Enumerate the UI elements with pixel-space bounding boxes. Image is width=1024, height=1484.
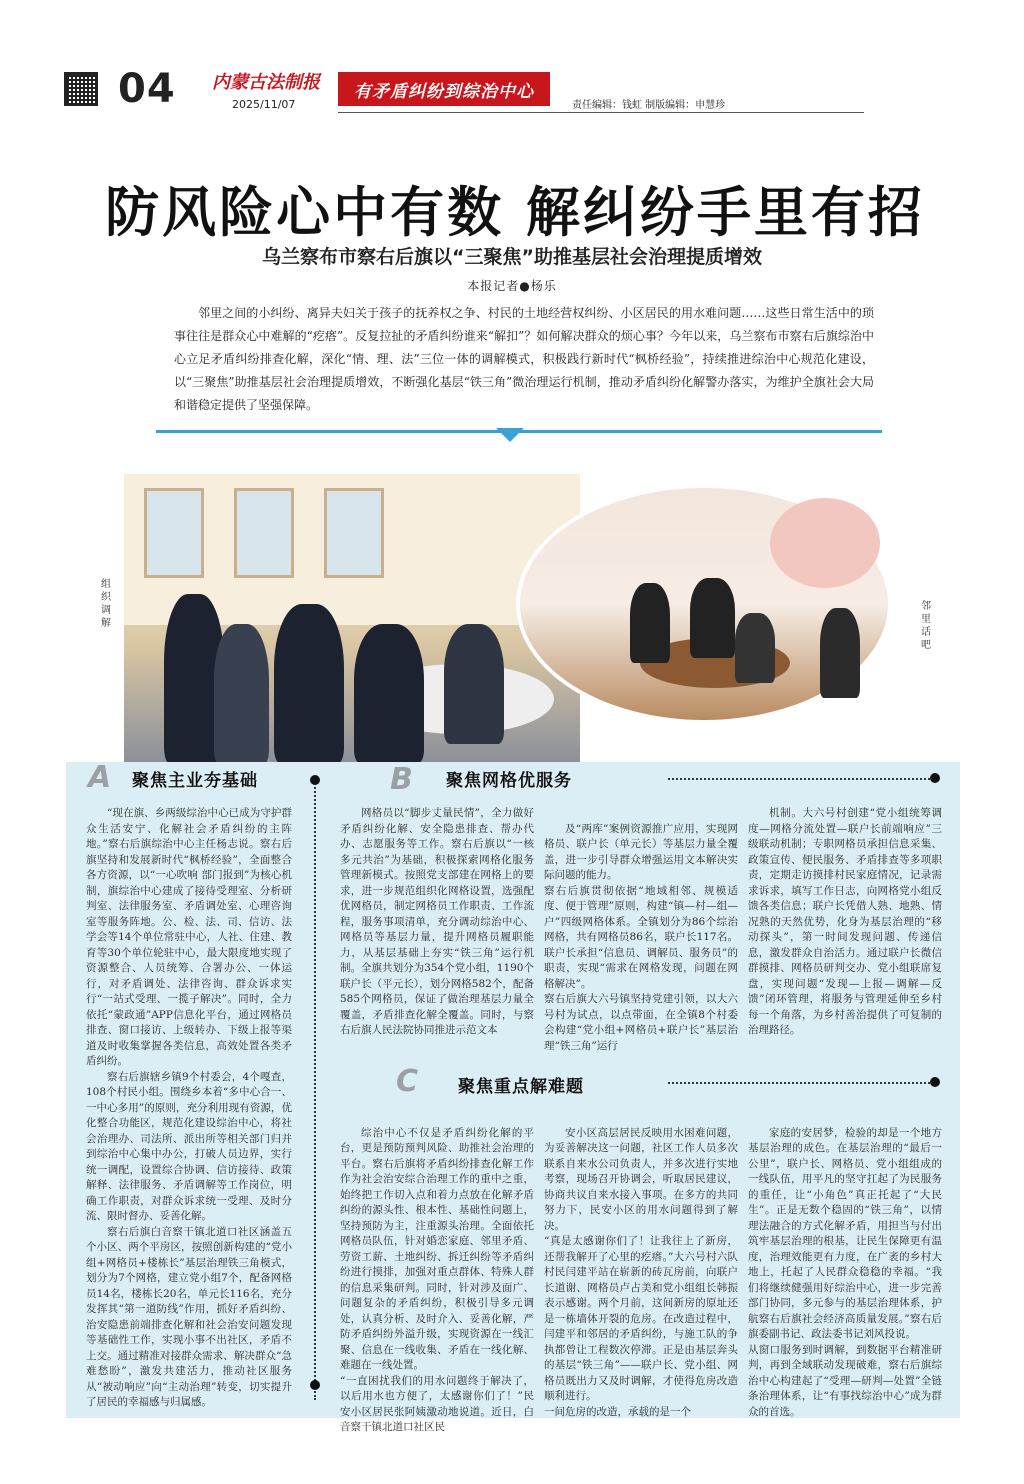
section-b-letter: B xyxy=(390,762,413,797)
section-c-letter: C xyxy=(396,1064,419,1099)
photo-person xyxy=(820,608,860,698)
photo-person xyxy=(444,624,504,744)
section-c-dotted-rule xyxy=(668,1082,934,1084)
photo-mediation xyxy=(124,474,580,764)
photo-caption-left: 组织调解 xyxy=(101,579,111,629)
section-a-letter: A xyxy=(88,760,112,795)
section-b-title: 聚焦网格优服务 xyxy=(446,771,572,791)
section-c-col3 xyxy=(748,1110,942,1418)
publication-date: 2025/11/07 xyxy=(232,98,296,111)
section-a-title: 聚焦主业夯基础 xyxy=(132,771,258,791)
subheadline: 乌兰察布市察右后旗以“三聚焦”助推基层社会治理提质增效 xyxy=(262,246,762,268)
photo-caption-right: 邻里话吧 xyxy=(921,601,931,651)
photo-person xyxy=(690,578,735,658)
paragraph: 家庭的安居梦，检验的却是一个地方基层治理的成色。在基层治理的“最后一公里”，联户长、网格员、党小组组成的一线队伍，用平凡的坚守扛起了为民服务的重任，让“小角色”真正托起了“大民生”。正是无数个稳固的“铁三角”，以情理法融合的方式化解矛盾，用担当与付出筑牢基层治理的根基，让民生保障更有温度，治理效能更有力度，在广袤的乡村大地上，托起了人民群众稳稳的幸福。“我们将继续健强用好综治中心，进一步完善部门协同，多元参与的基层治理体系，护航察右后旗社会经济高质量发展。”察右后旗委副书记、政法委书记刘风投说。 从窗口服务到时调解，到数据平台精准研判，再到全域联动发现破难，察右后旗综治中心构建起了“受理—研判—处置”全链条治理体系，让“有事找综治中心”成为群众的首选。 xyxy=(748,1126,942,1418)
page-number: 04 xyxy=(118,66,176,112)
section-c-col1 xyxy=(340,1110,534,1433)
photo-window xyxy=(234,488,294,578)
lead-paragraph: 邻里之间的小纠纷、离异夫妇关于孩子的抚养权之争、村民的土地经营权纠纷、小区居民的用水难问题……这些日常生活中的琐事往往是群众心中难解的“疙瘩”。反复拉扯的矛盾纠纷谁来“解扣”？如何解决群众的烦心事？今年以来，乌兰察布市察右后旗综治中心立足矛盾纠纷排查化解，深化“情、理、法”三位一体的调解模式，积极践行新时代“枫桥经验”，持续推进综治中心规范化建设，以“三聚焦”助推基层社会治理提质增效，不断强化基层“铁三角”微治理运行机制，推动矛盾纠纷化解警办落实，为维护全旗社会大局和谐稳定提供了坚强保障。 xyxy=(174,306,874,412)
newspaper-logo: 内蒙古法制报 xyxy=(212,72,320,93)
section-a-divider xyxy=(314,780,316,1400)
section-b-dotted-rule xyxy=(668,778,934,780)
divider-dot xyxy=(930,773,940,783)
paragraph: 察右后旗辖乡镇9个村委会，4个嘎查，108个村民小组。围绕乡本着“多中心合一、一中心多用”的原则，充分利用现有资源，优化整合功能区，规范化建设综治中心，将社会治理办、司法所、派出所等相关部门归并到综治中心集中办公，打破人员边界，实行统一调配，设置综合协调、信访接待、政策解释、法律服务、矛盾调解等工作岗位，明确工作职责，对群众诉求统一受理、及时分流、限时督办、妥善化解。 xyxy=(86,1070,292,1222)
headline: 防风险心中有数 解纠纷手里有招 xyxy=(105,181,925,244)
paragraph: 网格员以“脚步丈量民情”，全力做好矛盾纠纷化解、安全隐患排查、帮办代办、志愿服务等工作。察右后旗以“一核多元共治”为基础，积极探索网格化服务管理新模式。按照党支部建在网格上的要求，进一步规范组织化网格设置，选强配优网格员，制定网格员工作职责、工作流程，服务事项清单，充分调动综治中心、网格员等基层力量，提升网格员履职能力，从基层基础上夯实“铁三角”运行机制。全旗共划分为354个党小组，1190个联户长（平元长），划分网格582个，配备585个网格员，保证了做治理基层力量全覆盖，矛盾排查化解全覆盖。同时，与察右后旗人民法院协同推进示范文本 xyxy=(340,807,534,1036)
paragraph: 及“两库”案例资源推广应用，实现网格员、联户长（单元长）等基层力量全覆盖，进一步引导群众增强运用文本解决实际问题的能力。 察右后旗贯彻依据“地域相邻、规模适度、便于管理”原则，构建“镇—村—组—户”四级网格体系。全镇划分为86个综治网格，共有网格员86名，联户长117名。联户长承担“信息员、调解员、服务员”的职责，实现“需求在网格发现，问题在网格解决”。 察右后旗大六号镇坚持党建引领，以大六号村为试点，以点带面，在全镇8个村委会构建“党小组+网格员+联户长”基层治理“铁三角”运行 xyxy=(544,822,738,1052)
paragraph: “现在旗、乡两级综治中心已成为守护群众生活安宁、化解社会矛盾纠纷的主阵地。”察右后旗综治中心主任杨志说。察右后旗坚持和发展新时代“枫桥经验”，全面整合各方资源，以“一心吹响 部门报到”为核心机制，旗综治中心建成了接待受理室、分析研判室、法律服务室、矛盾调处室、心理咨询室等服务阵地。公、检、法、司、信访、法学会等14个单位常驻中心，人社、住建、教育等30个单位轮驻中心，最大限度地实现了资源整合、人员统筹、合署办公、一体运行，对矛盾调处、法律咨询、群众诉求实行“一站式受理、一揽子解决”。同时，全力依托“蒙政通”APP信息化平台，通过网格员排查、窗口接访、上级转办、下级上报等渠道及时收集掌握各类信息，高效处置各类矛盾纠纷。 xyxy=(86,807,292,1067)
editors-credit: 责任编辑：钱虹 制版编辑：申慧珍 xyxy=(572,100,726,111)
photo-wall-decoration xyxy=(770,498,880,588)
photo-person xyxy=(630,583,670,663)
paragraph: 综治中心不仅是矛盾纠纷化解的平台，更是预防预判风险、助推社会治理的平台。察右后旗将矛盾纠纷排查化解工作作为社会治安综合治理工作的重中之重，始终把工作切入点和着力点放在化解矛盾纠纷的源头性、根本性、基础性问题上，坚持预防为主，注重源头治理。全面依托网格员队伍，针对婚恋家庭、邻里矛盾、劳资工薪、土地纠纷、拆迁纠纷等矛盾纠纷进行摸排，加强对重点群体、特殊人群的信息采集研判。同时，针对涉及面广、问题复杂的矛盾纠纷，积极引导多元调处，认真分析、及时介入、妥善化解，严防矛盾纠纷外溢升级，实现资源在一线汇聚、信息在一线收集、矛盾在一线化解、难题在一线处置。 “一直困扰我们的用水问题终于解决了，以后用水也方便了，太感谢你们了！”民安小区居民张阿姨激动地说道。近日，白音察干镇北道口社区民 xyxy=(340,1126,534,1433)
photo-person xyxy=(354,624,424,764)
photo-window xyxy=(324,488,384,578)
paragraph: 安小区高层居民反映用水困难问题，为妥善解决这一问题，社区工作人员多次联系自来水公司负责人，并多次进行实地考察，现场召开协调会，听取居民建议，协商共议自来水接入事项。在多方的共同努力下，民安小区的用水问题得到了解决。 “真是太感谢你们了！让我往上了新房，还帮我解开了心里的疙瘩。”大六号村六队村民闫建平站在崭新的砖瓦房前，向联户长道谢、网格员卢占美和党小组组长韩振表示感谢。两个月前，这间新房的原址还是一栋墙体开裂的危房。在改造过程中，闫建平和邻居的矛盾纠纷，与施工队的争执都曾让工程数次停滞。正是由基层奔头的基层“铁三角”——联户长、党小组、网格员既出力又及时调解，才使得危房改造顺利进行。 一间危房的改造，承载的是一个 xyxy=(544,1126,738,1418)
section-b-col2 xyxy=(544,806,738,1052)
section-b-col3 xyxy=(748,806,942,1052)
photo-window xyxy=(144,488,204,578)
masthead-rule xyxy=(338,112,864,113)
lead-divider-notch xyxy=(496,428,524,442)
divider-dot xyxy=(310,1380,320,1390)
divider-dot xyxy=(930,1077,940,1087)
paragraph: 机制。大六号村创建“党小组统筹调度—网格分流处置—联户长前端响应”三级联动机制；专职网格员承担信息采集、政策宣传、便民服务、矛盾排查等多项职责，定期走访摸排村民家庭情况，记录需求诉求，填写工作日志，向网格党小组反馈各类信息；联户长凭借人熟、地熟、情况熟的天然优势，化身为基层治理的“移动探头”，第一时间发现问题、传递信息，激发群众自治活力。通过联户长微信群摸排、网格员研判交办、党小组联席复盘，实现问题“发现—上报—调解—反馈”闭环管理，将服务与管理延伸至乡村每一个角落，为乡村善治提供了可复制的治理路径。 xyxy=(748,807,942,1036)
section-b-col1 xyxy=(340,806,534,1052)
section-banner: 有矛盾纠纷到综治中心 xyxy=(338,72,550,106)
qr-code xyxy=(64,72,98,106)
photo-person xyxy=(214,624,269,764)
photo-person xyxy=(274,604,344,764)
photo-person xyxy=(735,613,775,683)
section-c-title: 聚焦重点解难题 xyxy=(458,1077,584,1097)
paragraph: 察右后旗白音察干镇北道口社区涵盖五个小区、两个平房区，按照创新构建的“党小组+网格员+楼栋长”基层治理铁三角模式，划分为7个网格，建立党小组7个，配备网格员14名，楼栋长20名，单元长116名，充分发挥其“第一道防线”作用，抓好矛盾纠纷、治安隐患前端排查化解和社会治安问题发现等基础性工作，实现小事不出社区，矛盾不上交。通过精准对接群众需求、解决群众“急难愁盼”，激发共建活力，推动社区服务从“被动响应”向“主动治理”转变，切实提升了居民的幸福感与归属感。 xyxy=(86,1225,292,1408)
byline: 本报记者●杨乐 xyxy=(467,279,557,293)
photo-neighborhood-chat xyxy=(516,484,892,724)
divider-dot xyxy=(310,775,320,785)
section-c-col2 xyxy=(544,1110,738,1418)
section-a-text xyxy=(86,806,292,1408)
